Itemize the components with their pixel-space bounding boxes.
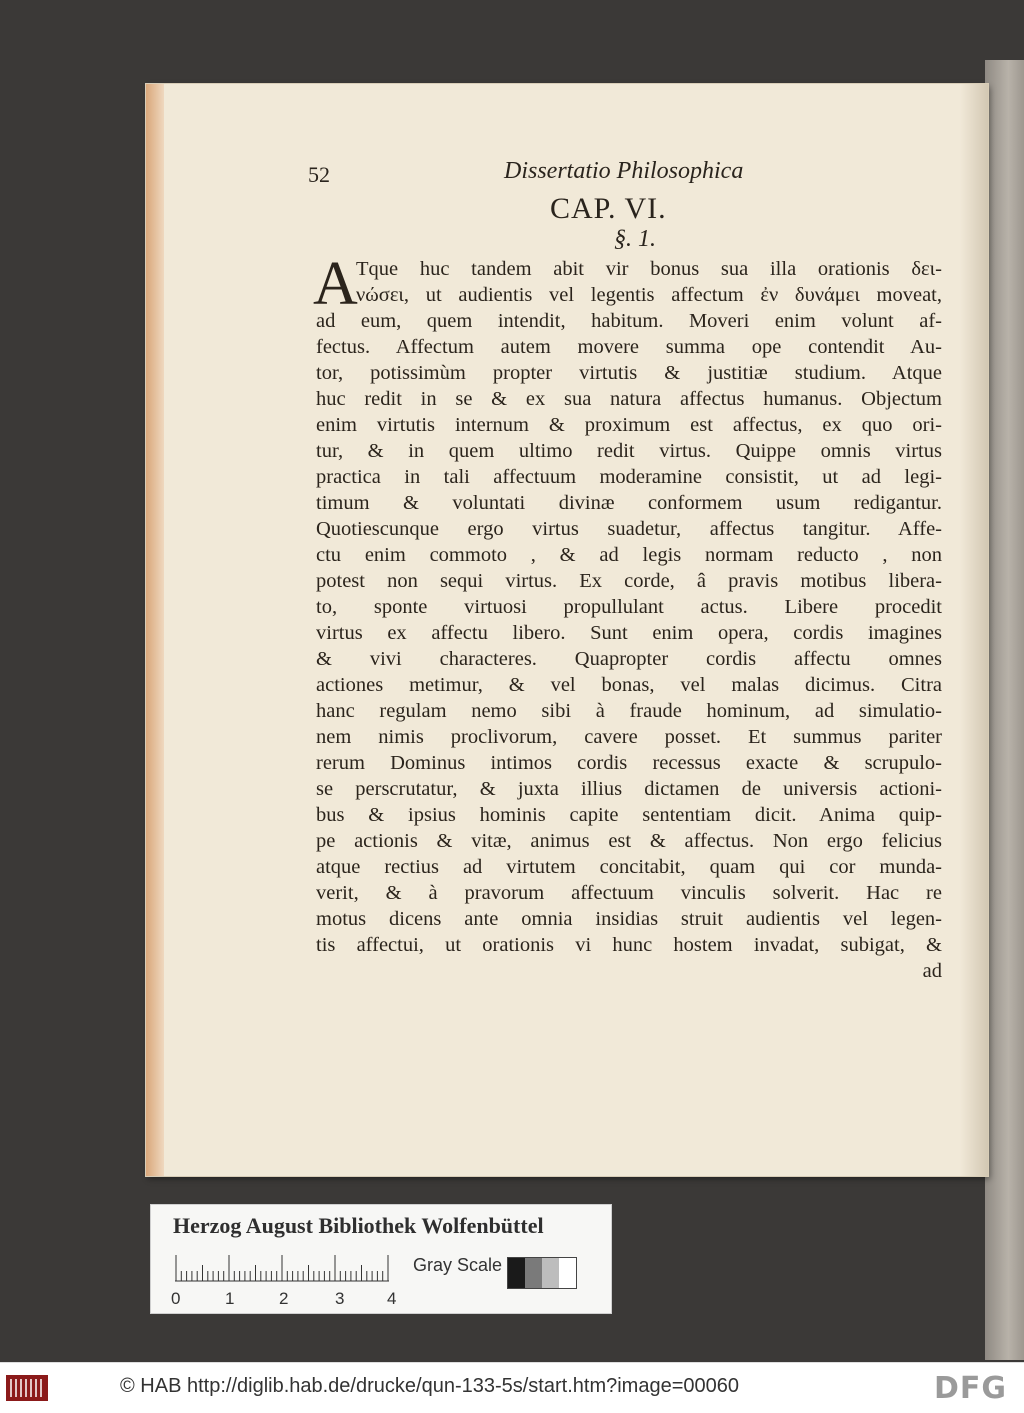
catchword: ad [922, 960, 942, 982]
text-line: rerum Dominus intimos cordis recessus exacte & scrupulo- [316, 752, 942, 774]
text-line: timum & voluntati divinæ conformem usum redigantur. [316, 492, 942, 514]
text-line: potest non sequi virtus. Ex corde, â pravis motibus libera- [316, 570, 942, 592]
gray-scale-label: Gray Scale [413, 1255, 503, 1275]
text-line: atque rectius ad virtutem concitabit, quam qui cor munda- [316, 856, 942, 878]
text-line: huc redit in se & ex sua natura affectus humanus. Objectum [316, 388, 942, 410]
page-number: 52 [308, 162, 330, 187]
library-color-card [150, 1204, 612, 1314]
adjacent-page-edge [985, 60, 1024, 1360]
text-line: Quotiescunque ergo virtus suadetur, affectus tangitur. Affe- [316, 518, 942, 540]
scale-number: 2 [279, 1289, 289, 1308]
text-line: tor, potissimùm propter virtutis & justitiæ studium. Atque [316, 362, 942, 384]
scale-number: 4 [387, 1289, 397, 1308]
text-line: & vivi characteres. Quapropter cordis affectu omnes [316, 648, 942, 670]
text-line: enim virtutis internum & proximum est affectus, ex quo ori- [316, 414, 942, 436]
page-gutter-shadow [960, 84, 988, 1176]
text-line: pe actionis & vitæ, animus est & affectus. Non ergo felicius [316, 830, 942, 852]
section-mark: §. 1. [614, 226, 656, 252]
text-line: nem nimis proclivorum, cavere posset. Et summus pariter [316, 726, 942, 748]
viewer-footer [0, 1362, 1024, 1413]
text-line: to, sponte virtuosi propullulant actus. Libere procedit [316, 596, 942, 618]
chapter-heading: CAP. VI. [550, 192, 667, 225]
drop-capital: A [313, 250, 358, 318]
ruler-scale [175, 1253, 389, 1283]
text-line: fectus. Affectum autem movere summa ope contendit Au- [316, 336, 942, 358]
text-line: tis affectui, ut orationis vi hunc hostem invadat, subigat, & [316, 934, 942, 956]
text-line: tur, & in quem ultimo redit virtus. Quippe omnis virtus [316, 440, 942, 462]
text-line: se perscrutatur, & juxta illius dictamen de universis actioni- [316, 778, 942, 800]
running-title: Dissertatio Philosophica [504, 158, 744, 184]
source-url-link[interactable]: © HAB http://diglib.hab.de/drucke/qun-133-5s/start.htm?image=00060 [120, 1375, 739, 1397]
text-line: actiones metimur, & vel bonas, vel malas dicimus. Citra [316, 674, 942, 696]
text-line: ad eum, quem intendit, habitum. Moveri enim volunt af- [316, 310, 942, 332]
text-line: Tque huc tandem abit vir bonus sua illa orationis δει- [356, 258, 942, 280]
page-left-edge [146, 84, 164, 1176]
body-text [313, 250, 942, 984]
gray-scale-patches [507, 1257, 577, 1289]
text-line: virtus ex affectu libero. Sunt enim opera, cordis imagines [316, 622, 942, 644]
text-line: νώσει, ut audientis vel legentis affectum ἐν δυνάμει moveat, [356, 284, 942, 306]
text-line: practica in tali affectuum moderamine consistit, ut ad legi- [316, 466, 942, 488]
hab-barcode-logo-icon [6, 1375, 48, 1401]
text-line: verit, & à pravorum affectuum vinculis solverit. Hac re [316, 882, 942, 904]
dfg-logo: DFG [934, 1371, 1008, 1406]
scale-number: 3 [335, 1289, 345, 1308]
scale-number: 0 [171, 1289, 181, 1308]
library-name: Herzog August Bibliothek Wolfenbüttel [173, 1213, 544, 1238]
page-header [308, 158, 948, 188]
text-line: bus & ipsius hominis capite sententiam dicit. Anima quip- [316, 804, 942, 826]
text-line: ctu enim commoto , & ad legis normam reducto , non [316, 544, 942, 566]
text-line: hanc regulam nemo sibi à fraude hominum, ad simulatio- [316, 700, 942, 722]
text-line: motus dicens ante omnia insidias struit audientis vel legen- [316, 908, 942, 930]
scale-number: 1 [225, 1289, 235, 1308]
